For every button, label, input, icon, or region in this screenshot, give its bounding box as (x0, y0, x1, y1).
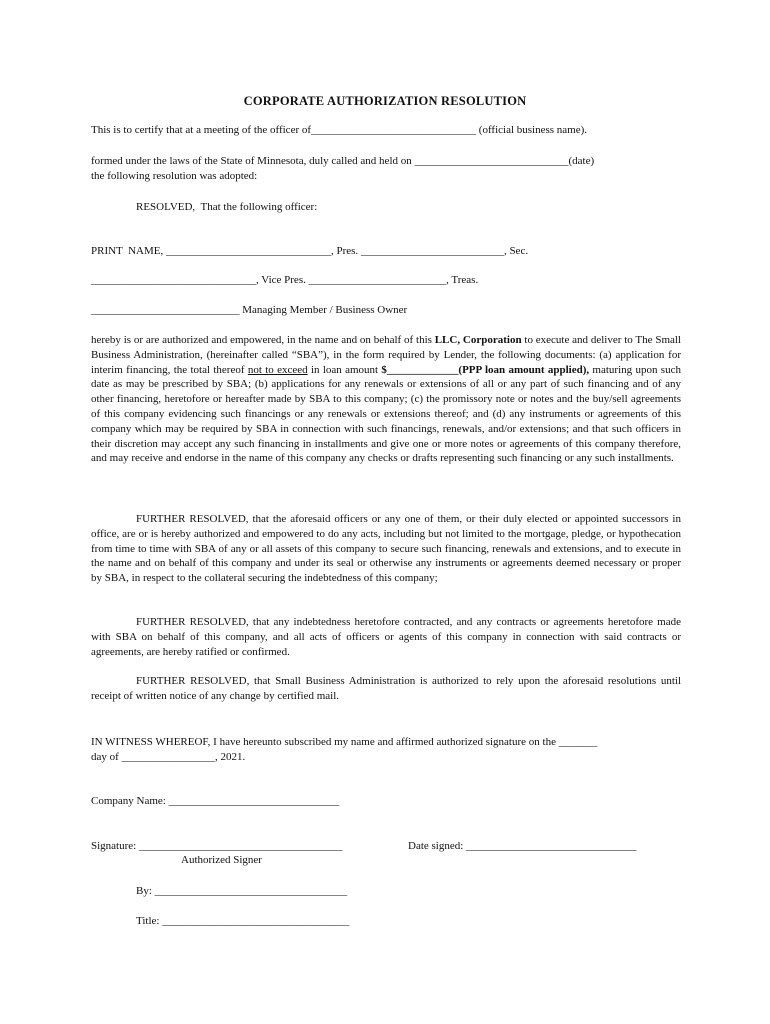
company-name-label: Company Name: (91, 795, 169, 807)
auth-text-3: in loan amount (307, 363, 382, 376)
signature-blank[interactable]: _____________________________________ (138, 840, 343, 852)
by-line (136, 884, 347, 899)
treas-blank: _________________________ (308, 274, 447, 286)
loan-amount: $_____________(PPP loan amount applied), (381, 363, 590, 376)
formed-line-2: the following resolution was adopted: (91, 170, 258, 182)
witness-line-1: IN WITNESS WHEREOF, I have hereunto subscribed my name and affirmed authorized signature on the _______ (91, 736, 598, 748)
date-signed-line (408, 839, 637, 854)
formed-date-label: (date) (568, 155, 595, 167)
business-name-blank: ______________________________ (311, 124, 477, 136)
further-resolved-1: FURTHER RESOLVED, that the aforesaid officers or any one of them, or their duly elected or appointed successors in office, are or is hereby authorized and empowered to do any acts, including but not limited to the mortgage, pledge, or hypothecation from time to time with SBA of any or all assets of this company to secure such financing, renewals and extensions, and to execute in the name and on behalf of this company and under its seal or otherwise any instruments or agreements deemed necessary or proper by SBA, in respect to the collateral securing the indebtedness of this company; (91, 513, 681, 585)
by-label: By: (136, 885, 155, 897)
title-field-blank[interactable]: __________________________________ (162, 915, 350, 927)
witness-line-2: day of _________________, 2021. (91, 751, 246, 763)
managing-member-blank: ___________________________ (91, 304, 240, 316)
resolved-intro: RESOLVED, That the following officer: (136, 201, 318, 213)
authorized-signer-label: Authorized Signer (181, 854, 262, 866)
pres-blank: ______________________________ (165, 245, 331, 257)
certify-suffix: (official business name). (476, 124, 588, 136)
further-resolved-2: FURTHER RESOLVED, that any indebtedness heretofore contracted, and any contracts or agreements heretofore made with SBA on behalf of this company, and all acts of officers or agents of this company in connection with said contracts or agreements, are hereby ratified or confirmed. (91, 616, 681, 658)
title-line (136, 914, 349, 929)
certify-line (91, 123, 587, 138)
further-resolved-3: FURTHER RESOLVED, that Small Business Administration is authorized to rely upon the aforesaid resolutions until receipt of written notice of any change by certified mail. (91, 675, 681, 702)
company-name-line (91, 794, 339, 809)
signature-label: Signature: (91, 840, 139, 852)
vp-blank: ______________________________ (91, 274, 256, 286)
date-signed-blank[interactable]: _______________________________ (466, 840, 637, 852)
print-name-label: PRINT NAME, (91, 245, 166, 257)
sec-blank: __________________________ (360, 245, 504, 257)
sec-label: , Sec. (503, 245, 529, 257)
auth-text-4: maturing upon such date as may be prescribed by SBA; (b) applications for any renewals or extensions of all or any part of such financing and of any other financing, heretofore or hereafter made by SBA to this company; (c) the promissory note or notes and the buy/sell agreements of this company evidencing such financings or any renewals or extensions thereof; and (d) any instruments or agreements of this company which may be required by SBA in connection with such financings, renewals, and/or extensions; and that such officers in their discretion may accept any such financing in installments and give one or more notes or agreements of this company therefore, and may receive and endorse in the name of this company any checks or drafts representing such financing or any such installments. (91, 363, 681, 465)
officer-line-1 (91, 244, 528, 259)
date-blank: ____________________________ (414, 155, 569, 167)
managing-member-label: Managing Member / Business Owner (239, 304, 408, 316)
formed-text: formed under the laws of the State of Minnesota, duly called and held on (91, 155, 415, 167)
signature-line (91, 839, 342, 854)
document-title: CORPORATE AUTHORIZATION RESOLUTION (243, 94, 527, 108)
not-to-exceed: not to exceed (247, 363, 308, 376)
certify-text: This is to certify that at a meeting of the officer of (91, 124, 312, 136)
auth-text-2: to execute and deliver to The Small Business Administration, (hereinafter called “SBA”), in the form required by Lender, the following documents: (a) application for interim financing, the total thereof (91, 334, 681, 376)
company-name-blank[interactable]: _______________________________ (168, 795, 340, 807)
by-blank[interactable]: ___________________________________ (154, 885, 348, 897)
pres-label: , Pres. (330, 245, 361, 257)
auth-text-1: hereby is or are authorized and empowered, in the name and on behalf of this (91, 334, 435, 346)
vp-label: , Vice Pres. (256, 274, 309, 286)
officer-line-3 (91, 303, 407, 318)
officer-line-2 (91, 273, 478, 288)
formed-line (91, 154, 594, 169)
entity-type: LLC, Corporation (434, 334, 522, 346)
authorization-paragraph (91, 333, 681, 466)
treas-label: , Treas. (446, 274, 479, 286)
date-signed-label: Date signed: (408, 840, 467, 852)
title-field-label: Title: (136, 915, 163, 927)
